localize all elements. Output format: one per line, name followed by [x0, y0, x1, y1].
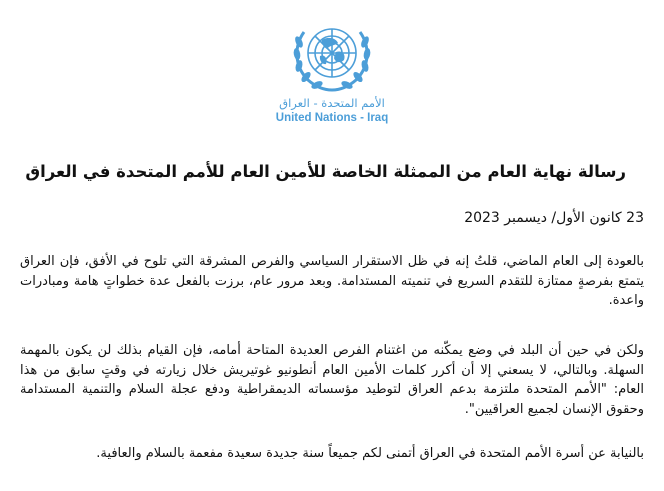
un-iraq-logo [0, 12, 664, 125]
paragraph-2: ولكن في حين أن البلد في وضع يمكّنه من اغتنام الفرص العديدة المتاحة أمامه، فإن القيام بذلك لن يكون بالمهمة السهلة. وبالتالي، لا يسعني إلا أن أكرر كلمات الأمين العام أنطونيو غوتيريش خلال زيارته في وقتٍ سابق من هذا العام: "الأمم المتحدة ملتزمة بدعم العراق لتوطيد مؤسساته الديمقراطية ودفع عجلة السلام والتنمية المستدامة وحقوق الإنسان لجميع العراقيين". [20, 343, 644, 417]
paragraph-1: بالعودة إلى العام الماضي، قلتُ إنه في ظل الاستقرار السياسي والفرص المشرقة التي تلوح في الأفق، فإن العراق يتمتع بفرصةٍ ممتازة للتقدم السريع في تنميته المستدامة. وبعد مرور عام، برزت بالفعل عدة خطواتٍ هامة ومبادرات واعدة. [20, 254, 644, 308]
letter-title: رسالة نهاية العام من الممثلة الخاصة للأمين العام للأمم المتحدة في العراق [25, 162, 626, 181]
un-emblem-icon [286, 12, 378, 94]
org-name-english: United Nations - Iraq [275, 112, 389, 124]
org-name-arabic: الأمم المتحدة - العراق [279, 96, 385, 110]
letter-date: 23 كانون الأول/ ديسمبر 2023 [464, 210, 644, 226]
paragraph-3: بالنيابة عن أسرة الأمم المتحدة في العراق أتمنى لكم جميعاً سنة جديدة سعيدة مفعمة بالسلام والعافية. [96, 446, 644, 461]
